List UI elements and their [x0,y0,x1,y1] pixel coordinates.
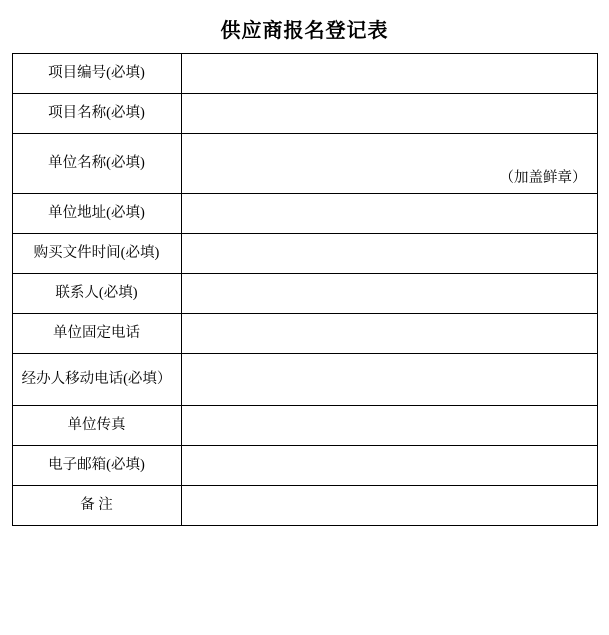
row-value-text [192,285,587,303]
row-value-text [192,105,587,123]
row-value-text [192,65,587,83]
row-value-project-number[interactable] [181,54,597,94]
row-value-text [192,245,587,263]
row-value-text [192,205,587,223]
row-value-project-name[interactable] [181,94,597,134]
row-value-fax[interactable] [181,406,597,446]
table-row [12,486,597,526]
row-value-company-address[interactable] [181,194,597,234]
table-row [12,194,597,234]
row-label-project-name: 项目名称(必填) [12,94,181,134]
row-label-purchase-time: 购买文件时间(必填) [12,234,181,274]
row-value-mobile-phone[interactable] [181,354,597,406]
row-value-text [192,457,587,475]
table-row [12,54,597,94]
row-value-landline[interactable] [181,314,597,354]
row-label-project-number: 项目编号(必填) [12,54,181,94]
table-row [12,406,597,446]
row-label-mobile-phone: 经办人移动电话(必填） [12,354,181,406]
row-value-company-name[interactable] [181,134,597,194]
row-value-text [192,497,587,515]
row-label-landline: 单位固定电话 [12,314,181,354]
row-label-company-name: 单位名称(必填) [12,134,181,194]
document-page [0,14,609,635]
row-label-email: 电子邮箱(必填) [12,446,181,486]
row-value-text [192,371,587,389]
table-row [12,134,597,194]
table-row [12,446,597,486]
supplier-registration-table [12,53,598,526]
row-value-purchase-time[interactable] [181,234,597,274]
stamp-note: （加盖鲜章） [499,170,587,186]
table-row [12,234,597,274]
row-label-remarks: 备 注 [12,486,181,526]
row-label-contact-person: 联系人(必填) [12,274,181,314]
table-row [12,314,597,354]
table-row [12,354,597,406]
row-value-contact-person[interactable] [181,274,597,314]
table-row [12,94,597,134]
row-value-email[interactable] [181,446,597,486]
row-label-company-address: 单位地址(必填) [12,194,181,234]
table-row [12,274,597,314]
row-value-remarks[interactable] [181,486,597,526]
page-title: 供应商报名登记表 [220,20,389,42]
row-label-fax: 单位传真 [12,406,181,446]
row-value-text [192,417,587,435]
row-value-text [192,325,587,343]
